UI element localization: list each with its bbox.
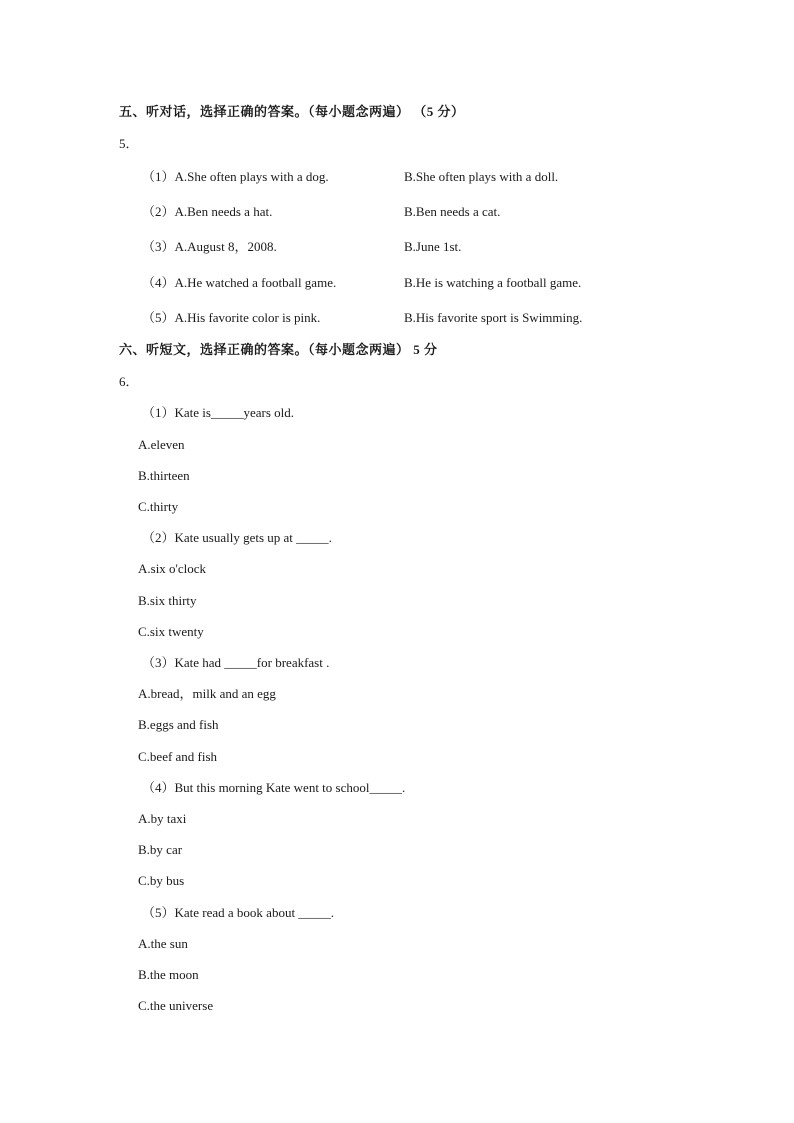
section-5-heading: 五、听对话，选择正确的答案。（每小题念两遍） （5 分）: [119, 104, 465, 119]
q6-4-option-c: C.by bus: [138, 873, 185, 888]
q5-3-option-a: （3）A.August 8，2008.: [142, 239, 277, 254]
q6-2-stem: （2）Kate usually gets up at _____.: [142, 530, 332, 545]
question-5-number: 5．: [119, 136, 139, 151]
q6-1-option-a: A.eleven: [138, 437, 185, 452]
q6-5-option-c: C.the universe: [138, 998, 214, 1013]
q5-2-option-b: B.Ben needs a cat.: [404, 204, 501, 219]
q6-2-option-a: A.six o'clock: [138, 561, 207, 576]
q5-1-option-a: （1）A.She often plays with a dog.: [142, 169, 329, 184]
q6-2-option-b: B.six thirty: [138, 593, 197, 608]
q5-5-option-b: B.His favorite sport is Swimming.: [404, 310, 583, 325]
section-6-heading: 六、听短文，选择正确的答案。（每小题念两遍） 5 分: [119, 342, 438, 357]
q5-4-option-b: B.He is watching a football game.: [404, 275, 582, 290]
q5-2-option-a: （2）A.Ben needs a hat.: [142, 204, 273, 219]
q5-4-option-a: （4）A.He watched a football game.: [142, 275, 337, 290]
q5-5-option-a: （5）A.His favorite color is pink.: [142, 310, 321, 325]
q6-3-option-a: A.bread，milk and an egg: [138, 686, 276, 701]
q6-5-option-a: A.the sun: [138, 936, 188, 951]
q6-3-option-b: B.eggs and fish: [138, 717, 219, 732]
q6-5-option-b: B.the moon: [138, 967, 199, 982]
q6-4-option-a: A.by taxi: [138, 811, 187, 826]
q6-2-option-c: C.six twenty: [138, 624, 204, 639]
q5-3-option-b: B.June 1st.: [404, 239, 462, 254]
q6-3-stem: （3）Kate had _____for breakfast .: [142, 655, 330, 670]
q6-1-option-c: C.thirty: [138, 499, 179, 514]
q6-1-option-b: B.thirteen: [138, 468, 190, 483]
q6-4-stem: （4）But this morning Kate went to school_____.: [142, 780, 406, 795]
q5-1-option-b: B.She often plays with a doll.: [404, 169, 559, 184]
q6-1-stem: （1）Kate is_____years old.: [142, 405, 295, 420]
q6-5-stem: （5）Kate read a book about _____.: [142, 905, 335, 920]
question-6-number: 6．: [119, 374, 139, 389]
q6-4-option-b: B.by car: [138, 842, 183, 857]
q6-3-option-c: C.beef and fish: [138, 749, 218, 764]
